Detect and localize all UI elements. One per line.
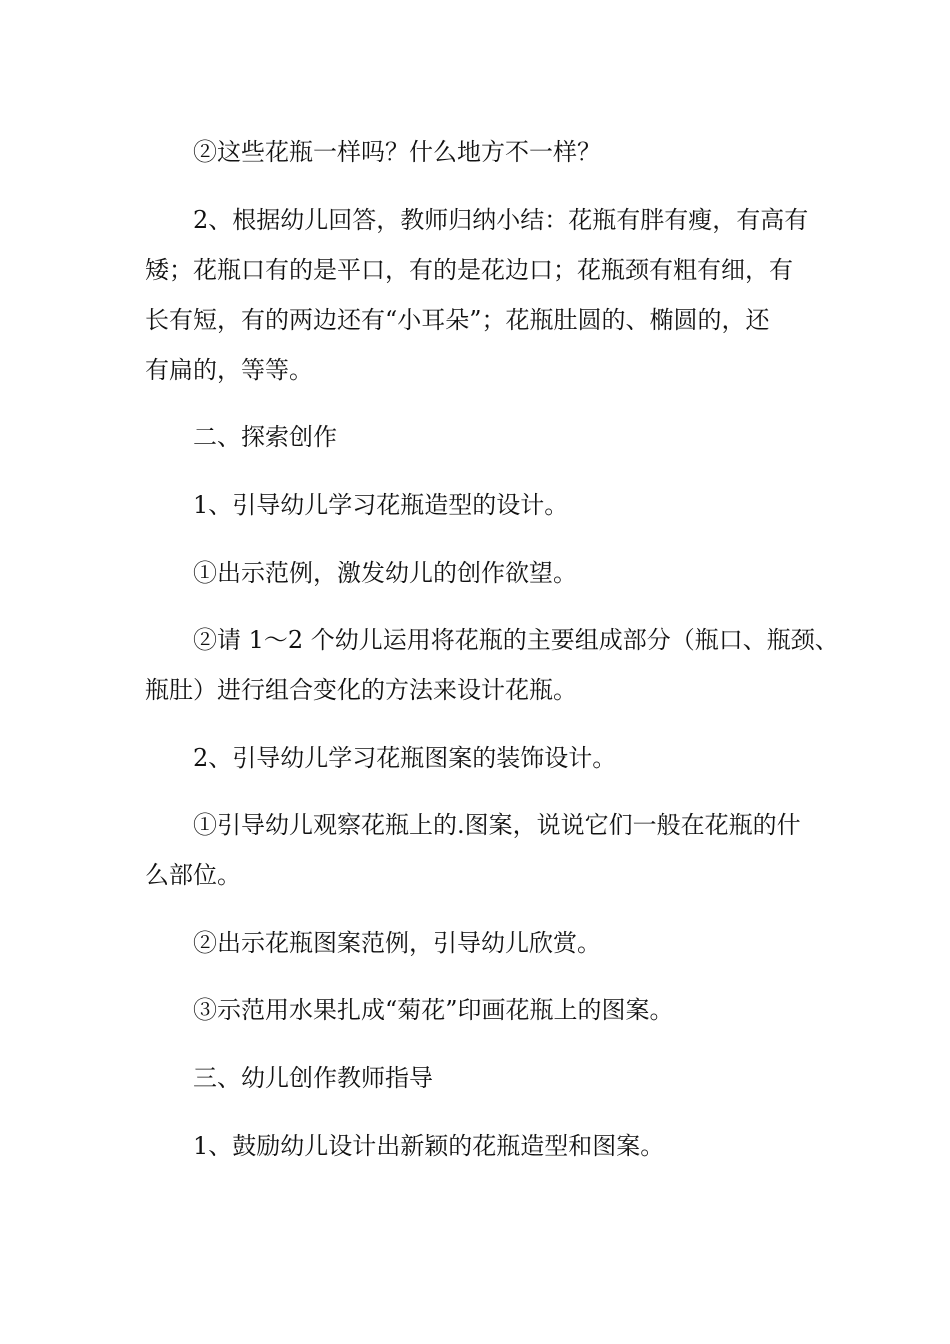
paragraph-line: ②出示花瓶图案范例，引导幼儿欣赏。 (193, 929, 601, 957)
paragraph-line: 2、引导幼儿学习花瓶图案的装饰设计。 (193, 744, 617, 772)
paragraph-line: 1、鼓励幼儿设计出新颖的花瓶造型和图案。 (193, 1132, 665, 1160)
paragraph-line: 瓶肚）进行组合变化的方法来设计花瓶。 (145, 676, 577, 704)
paragraph-line: 长有短，有的两边还有“小耳朵”；花瓶肚圆的、椭圆的，还 (145, 306, 770, 334)
paragraph-line: 矮；花瓶口有的是平口，有的是花边口；花瓶颈有粗有细，有 (145, 256, 793, 284)
paragraph-line: 么部位。 (145, 861, 241, 889)
paragraph-line: ②这些花瓶一样吗？什么地方不一样？ (193, 138, 601, 166)
paragraph-line: 有扁的，等等。 (145, 356, 313, 384)
paragraph-line: 1、引导幼儿学习花瓶造型的设计。 (193, 491, 569, 519)
paragraph-line: ②请 1～2 个幼儿运用将花瓶的主要组成部分（瓶口、瓶颈、 (193, 626, 839, 654)
paragraph-line: ③示范用水果扎成“菊花”印画花瓶上的图案。 (193, 996, 674, 1024)
paragraph-line: ①引导幼儿观察花瓶上的.图案，说说它们一般在花瓶的什 (193, 811, 801, 839)
paragraph-line: ①出示范例，激发幼儿的创作欲望。 (193, 559, 577, 587)
section-heading: 二、探索创作 (193, 423, 337, 451)
paragraph-line: 2、根据幼儿回答，教师归纳小结：花瓶有胖有瘦，有高有 (193, 206, 809, 234)
section-heading: 三、幼儿创作教师指导 (193, 1064, 433, 1092)
